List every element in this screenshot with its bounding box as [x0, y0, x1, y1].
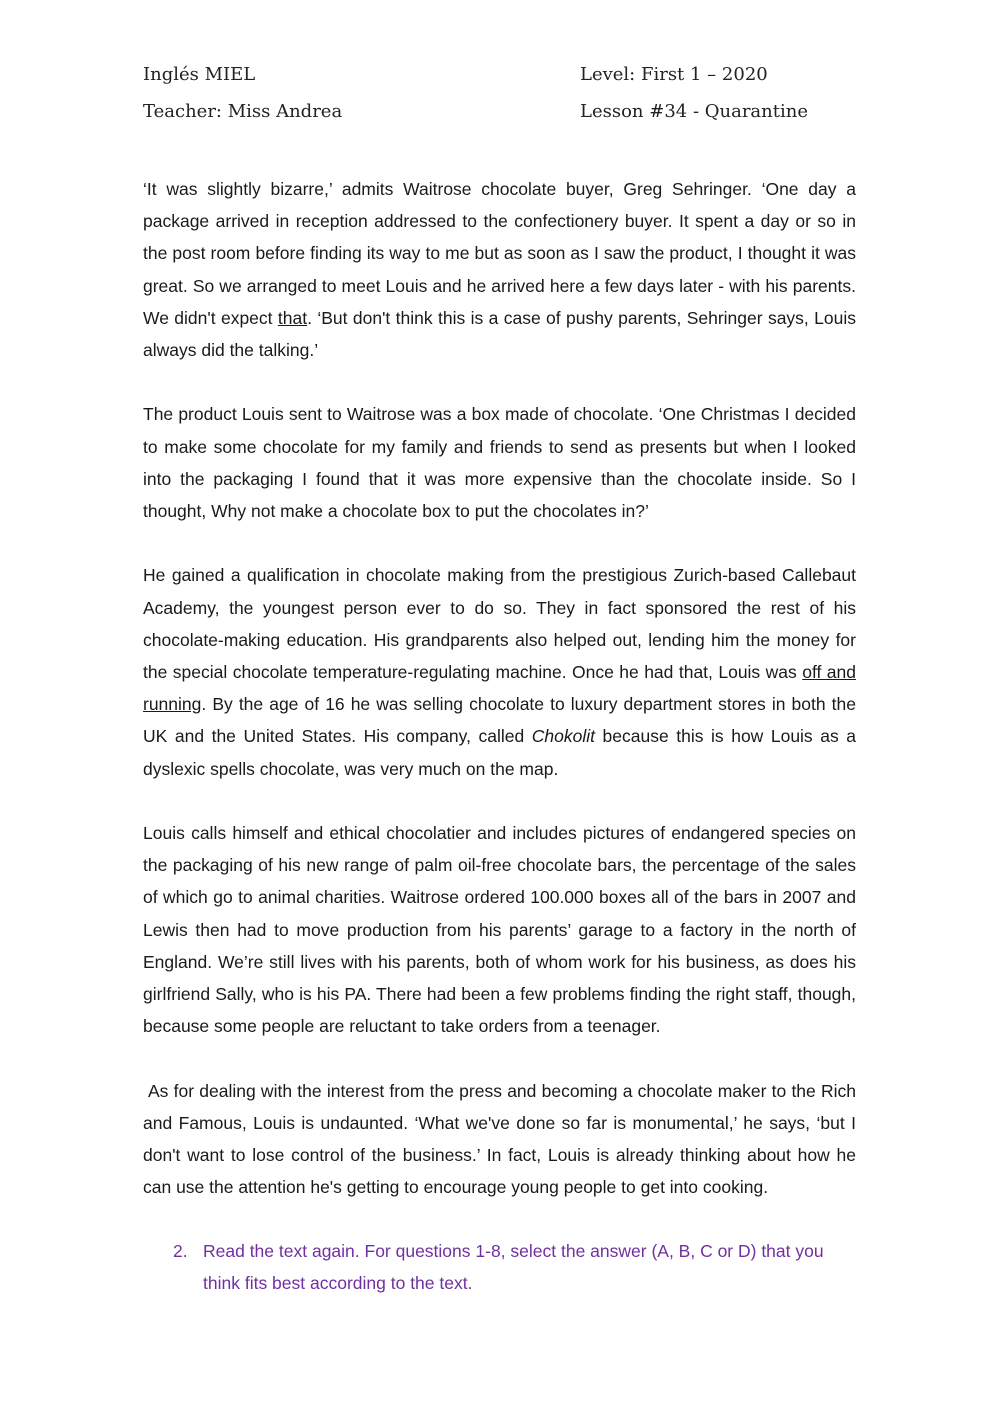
- paragraph-3-part-c: because this is how Louis as a dyslexic spells chocolate, was very much on the map.: [143, 726, 856, 779]
- paragraph-1: [143, 173, 856, 366]
- question-number: 2.: [173, 1241, 188, 1261]
- question-instruction: [173, 1235, 856, 1299]
- header-row-2: [143, 93, 863, 130]
- document-header: [143, 56, 863, 130]
- paragraph-1-part-a: ‘It was slightly bizarre,’ admits Waitrose chocolate buyer, Greg Sehringer. ‘One day a package arrived in reception addressed to the confectionery buyer. It spent a day or so in the post room before finding its way to me but as soon as I saw the product, I thought it was great. So we arranged to meet Louis and he arrived here a few days later - with his parents. We didn't expect: [143, 179, 856, 328]
- underlined-word-that: that: [277, 307, 308, 328]
- paragraph-4: Louis calls himself and ethical chocolatier and includes pictures of endangered species on the packaging of his new range of palm oil-free chocolate bars, the percentage of the sales of which go to animal charities. Waitrose ordered 100.000 boxes all of the bars in 2007 and Lewis then had to move production from his parents’ garage to a factory in the north of England. We’re still lives with his parents, both of whom work for his business, as does his girlfriend Sally, who is his PA. There had been a few problems finding the right staff, though, because some people are reluctant to take orders from a teenager.: [143, 823, 856, 1037]
- teacher-name: Teacher: Miss Andrea: [143, 101, 343, 122]
- header-row-1: [143, 56, 863, 93]
- paragraph-5: As for dealing with the interest from the press and becoming a chocolate maker to the Rich and Famous, Louis is undaunted. ‘What we've done so far is monumental,’ he says, ‘but I don't want to lose control of the business.’ In fact, Louis is already thinking about how he can use the attention he's getting to encourage young people to get into cooking.: [143, 1080, 856, 1198]
- reading-text: [143, 173, 856, 1236]
- school-name: Inglés MIEL: [143, 64, 256, 85]
- paragraph-3-part-b: . By the age of 16 he was selling chocolate to luxury department stores in both the UK and the United States. His company, called: [143, 694, 856, 747]
- lesson-label: Lesson #34 - Quarantine: [580, 101, 808, 122]
- paragraph-3-part-a: He gained a qualification in chocolate making from the prestigious Zurich-based Callebaut Academy, the youngest person ever to do so. They in fact sponsored the rest of his chocolate-making education. His grandparents also helped out, lending him the money for the special chocolate temperature-regulating machine. Once he had that, Louis was: [143, 565, 856, 683]
- company-name-chokolit: Chokolit: [531, 726, 596, 747]
- paragraph-2: The product Louis sent to Waitrose was a box made of chocolate. ‘One Christmas I decided to make some chocolate for my family and friends to send as presents but when I looked into the packaging I found that it was more expensive than the chocolate inside. So I thought, Why not make a chocolate box to put the chocolates in?’: [143, 404, 856, 522]
- underlined-phrase-off-and-running: off and running: [143, 662, 857, 715]
- paragraph-3: [143, 559, 856, 784]
- level-label: Level: First 1 – 2020: [580, 64, 768, 85]
- question-text: Read the text again. For questions 1-8, select the answer (A, B, C or D) that you think fits best according to the text.: [203, 1241, 824, 1294]
- paragraph-1-part-b: . ‘But don't think this is a case of pushy parents, Sehringer says, Louis always did the talking.’: [143, 307, 856, 361]
